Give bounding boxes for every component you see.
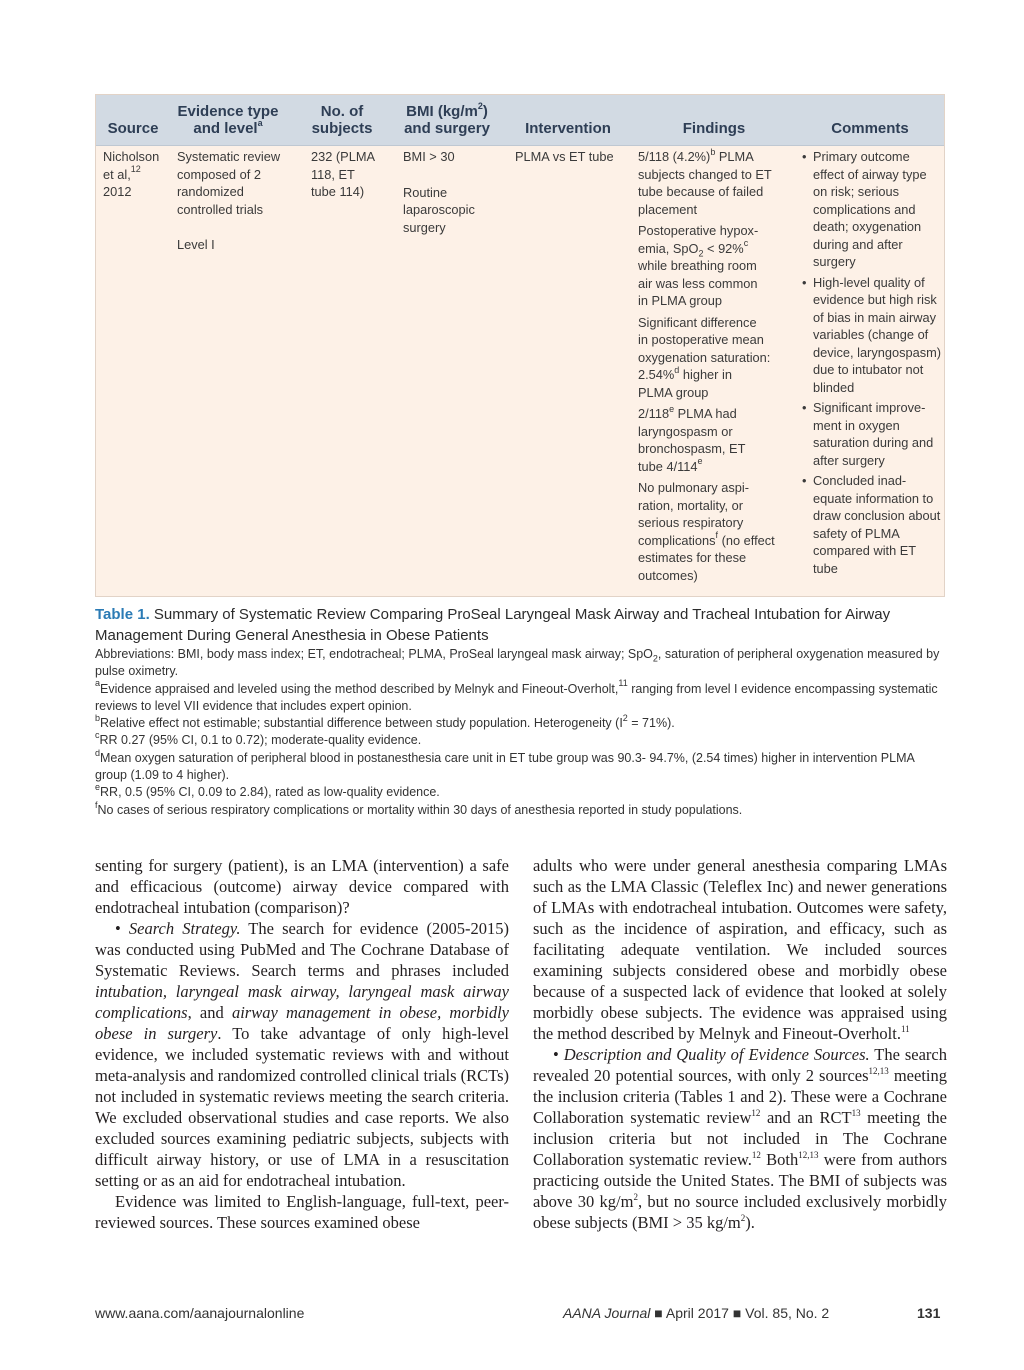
comment-item: • Significant improve-ment in oxygen saturation during and after surgery <box>802 399 942 469</box>
header-findings: Findings <box>682 120 746 137</box>
cell-comments <box>802 148 942 580</box>
body-left-column <box>95 855 509 1233</box>
right-paragraph-description: • Description and Quality of Evidence Sources. The search revealed 20 potential sources, with only 2 sources$^{12,13}$ meeting the inclusion criteria (Tables 1 and 2). These were a Cochrane Collaboration systematic review$^{12}$ and an RCT$^{13}$ meeting the inclusion criteria but not included in The Cochrane Collaboration systematic review.$^{12}$ Both$^{12,13}$ were from authors practicing outside the United States. The BMI of subjects was above 30 $kg/m^2$, but no source included exclusively morbidly obese subjects (BMI > 35 $kg/m^2$). <box>533 1045 948 1232</box>
note-abbreviations: Abbreviations: BMI, body mass index; ET, endotracheal; PLMA, ProSeal laryngeal mask airway; SpO$_2$, saturation of peripheral oxygenation measured by pulse oximetry. <box>95 647 940 679</box>
header-bmi: BMI $(kg/m^2)$ and surgery <box>404 101 490 137</box>
cell-subjects: 232 (PLMA 118, ET tube 114) <box>311 149 376 199</box>
header-comments: Comments <box>831 120 909 137</box>
note-c: $^c$RR 0.27 (95% CI, 0.1 to 0.72); moderate-quality evidence. <box>95 730 422 748</box>
right-paragraph-1: adults who were under general anesthesia comparing LMAs such as the LMA Classic (Teleflex Inc) and newer generations of LMAs with endotracheal intubation. Outcomes were safety, such as the incidence of aspiration, and efficacy, such as facilitating adequate ventilation. We included sources examining subjects considered obese and morbidly obese because of a suspected lack of evidence that looked at solely morbidly obese subjects. The evidence was appraised using the method described by Melnyk and Fineout-Overholt.$^{11}$ <box>533 856 947 1043</box>
header-subjects: No. of subjects <box>311 103 373 137</box>
cell-evidence: Systematic review composed of 2 randomized controlled trials Level I <box>177 149 281 252</box>
note-e: $^e$RR, 0.5 (95% CI, 0.09 to 2.84), rated as low-quality evidence. <box>95 782 440 800</box>
note-f: $^f$No cases of serious respiratory complications or mortality within 30 days of anesthesia reported in study populations. <box>95 799 743 817</box>
cell-findings: 5/118 $(4.2\%)^b$ PLMA subjects changed to ET tube because of failed placement Postoperative hypox- emia, SpO$_2$ < 92%$^c$ while breathing room air was less common in PLMA group Significant difference in postoperative mean oxygenation saturation: 2.54%$^d$ higher in PLMA group 2/118e PLMA had laryngospasm or bronchospasm, ET tube 4/114e No pulmonary aspi- ration, mortality, or serious respiratory complications$^f$ (no effect estimates for these outcomes) <box>638 146 775 583</box>
note-d: $^d$Mean oxygen saturation of peripheral blood in postanesthesia care unit in ET tube group was 90.3- 94.7%, (2.54 times) higher in intervention PLMA group (1.09 to 4 higher). <box>95 747 915 783</box>
cell-source: Nicholson et al,$^{12}$ 2012 <box>103 149 160 199</box>
footer-journal: AANA Journal ■ April 2017 ■ Vol. 85, No. 2 <box>563 1305 830 1321</box>
left-paragraph-3: Evidence was limited to English-language, full-text, peer-reviewed sources. These sources examined obese <box>95 1192 509 1232</box>
comment-item: • Primary outcome effect of airway type on risk; serious complications and death; oxygenation during and after surgery <box>802 148 942 271</box>
evidence-table <box>95 94 945 597</box>
page-number: 131 <box>917 1305 941 1321</box>
header-evidence: Evidence type and level$^a$ <box>177 103 279 137</box>
table-notes <box>95 646 945 819</box>
table-header <box>96 95 944 146</box>
comment-item: • High-level quality of evidence but high risk of bias in main airway variables (change of device, laryngospasm) due to intubator not blinded <box>802 274 942 397</box>
header-intervention: Intervention <box>525 120 611 137</box>
note-a: $^a$Evidence appraised and leveled using the method described by Melnyk and Fineout-Overholt,$^{11}$ ranging from level I evidence encompassing systematic reviews to level VII evidence that includes expert opinion. <box>95 678 938 713</box>
table-caption: Table 1. Summary of Systematic Review Comparing ProSeal Laryngeal Mask Airway and Tracheal Intubation for Airway Management During General Anesthesia in Obese Patients <box>95 606 891 644</box>
cell-bmi: BMI > 30 Routine laparoscopic surgery <box>403 149 475 235</box>
footer-url[interactable]: www.aana.com/aanajournalonline <box>95 1305 305 1321</box>
left-paragraph-search-strategy: • Search Strategy. The search for evidence (2005-2015) was conducted using PubMed and The Cochrane Database of Systematic Reviews. Search terms and phrases included intubation, laryngeal mask airway, laryngeal mask airway complications, and airway management in obese, morbidly obese in surgery. To take advantage of only high-level evidence, we included systematic reviews with and without meta-analysis and randomized controlled clinical trials (RCTs) not included in systematic reviews meeting the search criteria. We excluded observational studies and case reports. We also excluded sources examining pediatric subjects, subjects with difficult airway history, or use of LMA in a resuscitation setting or as an aid for endotracheal intubation. <box>95 919 510 1190</box>
cell-intervention: PLMA vs ET tube <box>515 149 614 164</box>
body-right-column <box>533 855 947 1233</box>
comment-item: • Concluded inad-equate information to draw conclusion about safety of PLMA compared with ET tube <box>802 472 942 577</box>
left-paragraph-1: senting for surgery (patient), is an LMA (intervention) a safe and efficacious (outcome) airway device compared with endotracheal intubation (comparison)? <box>95 856 509 917</box>
header-source: Source <box>107 120 159 137</box>
note-b: $^b$Relative effect not estimable; substantial difference between study population. Heterogeneity $(I^2 = 71\%)$. <box>95 713 675 731</box>
